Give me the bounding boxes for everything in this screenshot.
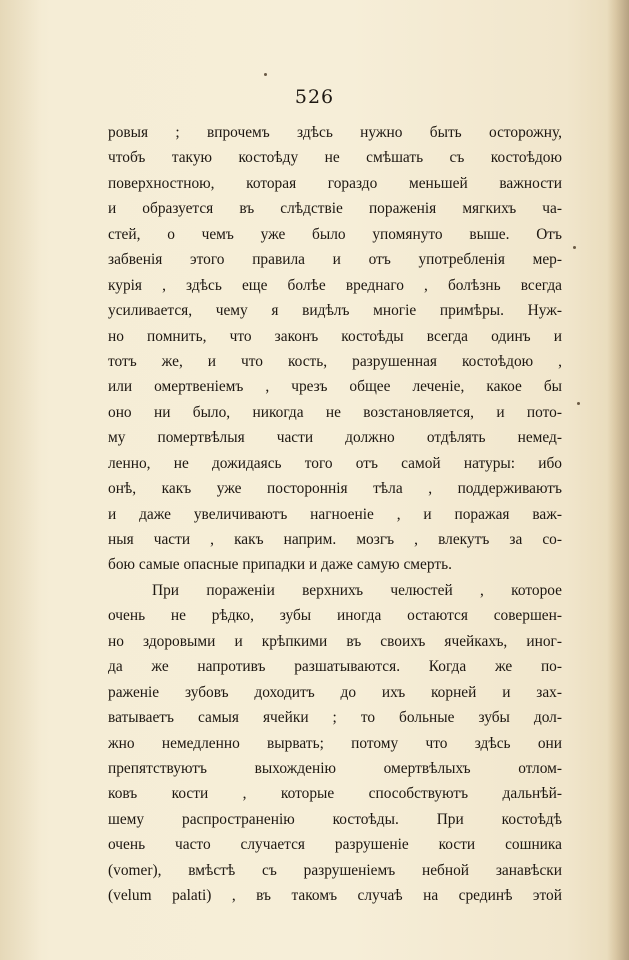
text-line: шему распространенію костоѣды. При костоѣдѣ [108, 810, 562, 828]
text-line: бою самые опасные припадки и даже самую смерть. [108, 556, 452, 574]
text-line: ныя части , какъ наприм. мозгъ , влекутъ за со- [108, 531, 562, 548]
text-line: ковъ кости , которые способствуютъ дальнѣй- [108, 785, 562, 803]
text-line: чтобъ такую костоѣду не смѣшать съ костоѣдою [108, 149, 562, 167]
text-line: му помертвѣлыя части должно отдѣлять немед- [108, 429, 562, 447]
text-line: очень не рѣдко, зубы иногда остаются совершен- [108, 607, 562, 625]
text-line: но здоровыми и крѣпкими въ своихъ ячейкахъ, иног- [108, 632, 562, 650]
speck-mark [577, 402, 580, 405]
text-line: или омертвеніемъ , чрезъ общее леченіе, какое бы [108, 378, 562, 396]
text-line: и образуется въ слѣдствіе пораженія мягкихъ ча- [108, 200, 562, 218]
text-line: поверхностною, которая гораздо меньшей важности [108, 174, 562, 192]
text-line: стей, о чемъ уже было упомянуто выше. Отъ [108, 225, 562, 243]
text-line: но помнить, что законъ костоѣды всегда одинъ и [108, 327, 562, 345]
page-edge-shadow [607, 0, 629, 960]
text-line: курія , здѣсь еще болѣе вреднаго , болѣзнь всегда [108, 276, 562, 294]
text-line: да же напротивъ разшатываются. Когда же по- [108, 658, 562, 676]
text-line: (vomer), вмѣстѣ съ разрушеніемъ небной занавѣски [108, 861, 562, 879]
page-stain [0, 0, 40, 960]
text-line: очень часто случается разрушеніе кости сошника [108, 836, 562, 854]
text-line: ровыя ; впрочемъ здѣсь нужно быть осторожну, [108, 124, 562, 141]
text-line: препятствуютъ выхожденію омертвѣлыхъ отлом- [108, 759, 562, 777]
text-line: (velum palati) , въ такомъ случаѣ на срединѣ этой [108, 887, 562, 905]
body-text [108, 120, 562, 909]
text-line: раженіе зубовъ доходитъ до ихъ корней и зах- [108, 683, 562, 701]
text-line: и даже увеличиваютъ нагноеніе , и поражая важ- [108, 505, 562, 523]
text-line: ленно, не дожидаясь того отъ самой натуры: ибо [108, 454, 562, 472]
speck-mark [264, 73, 267, 76]
text-line: ватываетъ самыя ячейки ; то больные зубы дол- [108, 709, 562, 727]
text-line: забвенія этого правила и отъ употребленія мер- [108, 251, 562, 269]
text-line: При пораженіи верхнихъ челюстей , которое [152, 581, 562, 599]
text-line: усиливается, чему я видѣлъ многіе примѣры. Нуж- [108, 302, 562, 320]
text-line: онѣ, какъ уже постороннія тѣла , поддерживаютъ [108, 480, 562, 498]
text-line: тотъ же, и что кость, разрушенная костоѣдою , [108, 352, 562, 370]
text-line: жно немедленно вырвать; потому что здѣсь они [108, 734, 562, 752]
speck-mark [573, 246, 576, 249]
text-line: оно ни было, никогда не возстановляется, и пото- [108, 403, 562, 421]
page-number: 526 [294, 86, 335, 108]
